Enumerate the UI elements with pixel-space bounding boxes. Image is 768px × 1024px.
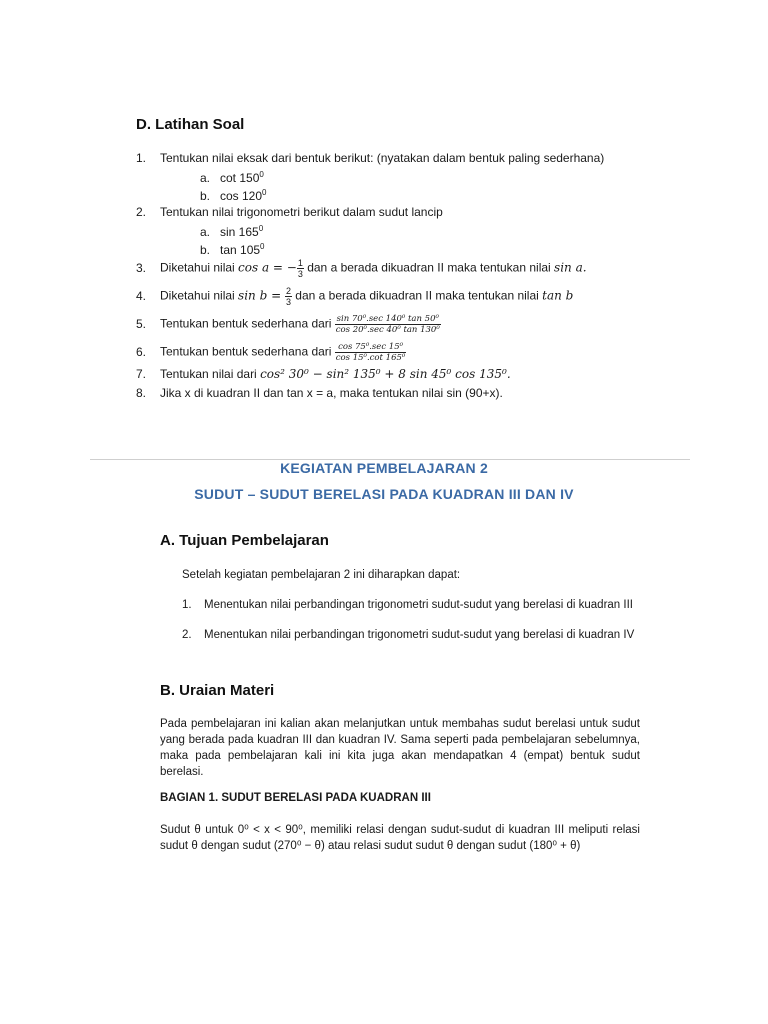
- question-1: [136, 150, 604, 166]
- question-post: dan a berada dikuadran II maka tentukan nilai: [303, 260, 555, 275]
- uraian-heading: B. Uraian Materi: [160, 682, 275, 699]
- question-number: 7.: [136, 367, 147, 381]
- degree-sup: 0: [262, 188, 267, 197]
- uraian-paragraph: Pada pembelajaran ini kalian akan melanjutkan untuk membahas sudut berelasi untuk sudut yang berada pada kuadran III dan kuadran IV. Sama seperti pada pembelajaran sebelumnya, maka pada pembelajaran kali ini kita juga akan mendapatkan 4 (empat) bentuk sudut berelasi.: [160, 718, 640, 778]
- math-expression: cos a = −: [238, 260, 297, 275]
- fraction: [335, 342, 407, 363]
- sub-text: cot 150: [220, 171, 260, 185]
- degree-sup: 0: [259, 170, 264, 179]
- fraction-numerator: sin 70⁰.sec 140⁰ tan 50⁰: [336, 314, 439, 324]
- tujuan-intro: Setelah kegiatan pembelajaran 2 ini diharapkan dapat:: [182, 569, 461, 581]
- question-2b: [200, 239, 265, 258]
- question-pre: Diketahui nilai: [160, 288, 239, 303]
- question-text: Tentukan nilai eksak dari bentuk berikut: (nyatakan dalam bentuk paling sederhana): [160, 151, 605, 165]
- fraction: [297, 258, 304, 279]
- question-number: 1.: [136, 151, 147, 165]
- question-pre: Tentukan bentuk sederhana dari: [160, 344, 335, 359]
- sub-letter: b.: [200, 243, 211, 257]
- question-5: [136, 314, 441, 335]
- question-text: Jika x di kuadran II dan tan x = a, maka tentukan nilai sin (90+x).: [160, 386, 503, 400]
- question-2: [136, 204, 443, 220]
- math-expression: sin a.: [554, 260, 587, 275]
- question-1b: [200, 185, 266, 204]
- fraction: [285, 286, 292, 307]
- fraction-denominator: cos 15⁰.cot 165⁰: [335, 353, 406, 363]
- fraction-denominator: cos 20⁰.sec 40⁰ tan 130⁰: [335, 325, 440, 335]
- tujuan-heading: A. Tujuan Pembelajaran: [160, 532, 329, 549]
- question-number: 8.: [136, 386, 147, 400]
- sub-letter: a.: [200, 225, 211, 239]
- math-expression: sin b =: [238, 288, 285, 303]
- question-7: [136, 366, 511, 382]
- question-6: [136, 342, 406, 363]
- question-pre: Tentukan bentuk sederhana dari: [160, 316, 335, 331]
- sub-letter: b.: [200, 189, 211, 203]
- question-8: [136, 385, 503, 401]
- fraction-numerator: cos 75⁰.sec 15⁰: [335, 342, 407, 353]
- degree-sup: 0: [258, 224, 264, 233]
- question-1a: [200, 167, 264, 186]
- question-pre: Tentukan nilai dari: [160, 367, 261, 381]
- degree-sup: 0: [260, 242, 265, 251]
- objective-text: Menentukan nilai perbandingan trigonometri sudut-sudut yang berelasi di kuadran IV: [204, 629, 635, 641]
- fraction-denominator: 3: [285, 297, 291, 307]
- bagian-heading: BAGIAN 1. SUDUT BERELASI PADA KUADRAN III: [160, 792, 431, 804]
- objective-number: 2.: [182, 629, 192, 641]
- objective-item: [182, 628, 642, 643]
- fraction-numerator: 1: [297, 258, 303, 268]
- sub-text: cos 120: [220, 189, 263, 203]
- question-number: 4.: [136, 288, 147, 303]
- question-text: Tentukan nilai trigonometri berikut dalam sudut lancip: [160, 205, 443, 219]
- question-4: [136, 286, 573, 307]
- question-3: [136, 258, 587, 279]
- objective-number: 1.: [182, 599, 192, 611]
- fraction-numerator: 2: [285, 286, 291, 296]
- kegiatan-title: KEGIATAN PEMBELAJARAN 2: [280, 460, 488, 476]
- question-number: 3.: [136, 260, 147, 275]
- objective-item: [182, 598, 642, 613]
- sub-letter: a.: [200, 171, 211, 185]
- math-expression: tan b: [542, 288, 574, 303]
- latihan-heading: D. Latihan Soal: [136, 116, 245, 133]
- question-number: 2.: [136, 205, 147, 219]
- question-post: dan a berada dikuadran II maka tentukan nilai: [291, 288, 543, 303]
- bagian-paragraph: Sudut θ untuk 0⁰ < x < 90⁰, memiliki relasi dengan sudut-sudut di kuadran III meliputi relasi sudut θ dengan sudut (270⁰ − θ) atau relasi sudut sudut θ dengan sudut (180⁰ + θ): [160, 824, 640, 852]
- math-expression: cos² 30⁰ − sin² 135⁰ + 8 sin 45⁰ cos 135⁰.: [260, 367, 511, 381]
- fraction-denominator: 3: [297, 269, 303, 279]
- question-pre: Diketahui nilai: [160, 260, 239, 275]
- sub-text: tan 105: [220, 243, 261, 257]
- question-number: 6.: [136, 344, 147, 359]
- kegiatan-subtitle: SUDUT – SUDUT BERELASI PADA KUADRAN III DAN IV: [194, 486, 574, 502]
- sub-text: sin 165: [220, 225, 259, 239]
- question-number: 5.: [136, 316, 147, 331]
- question-2a: [200, 221, 263, 240]
- fraction: [335, 314, 441, 335]
- objective-text: Menentukan nilai perbandingan trigonometri sudut-sudut yang berelasi di kuadran III: [204, 599, 633, 611]
